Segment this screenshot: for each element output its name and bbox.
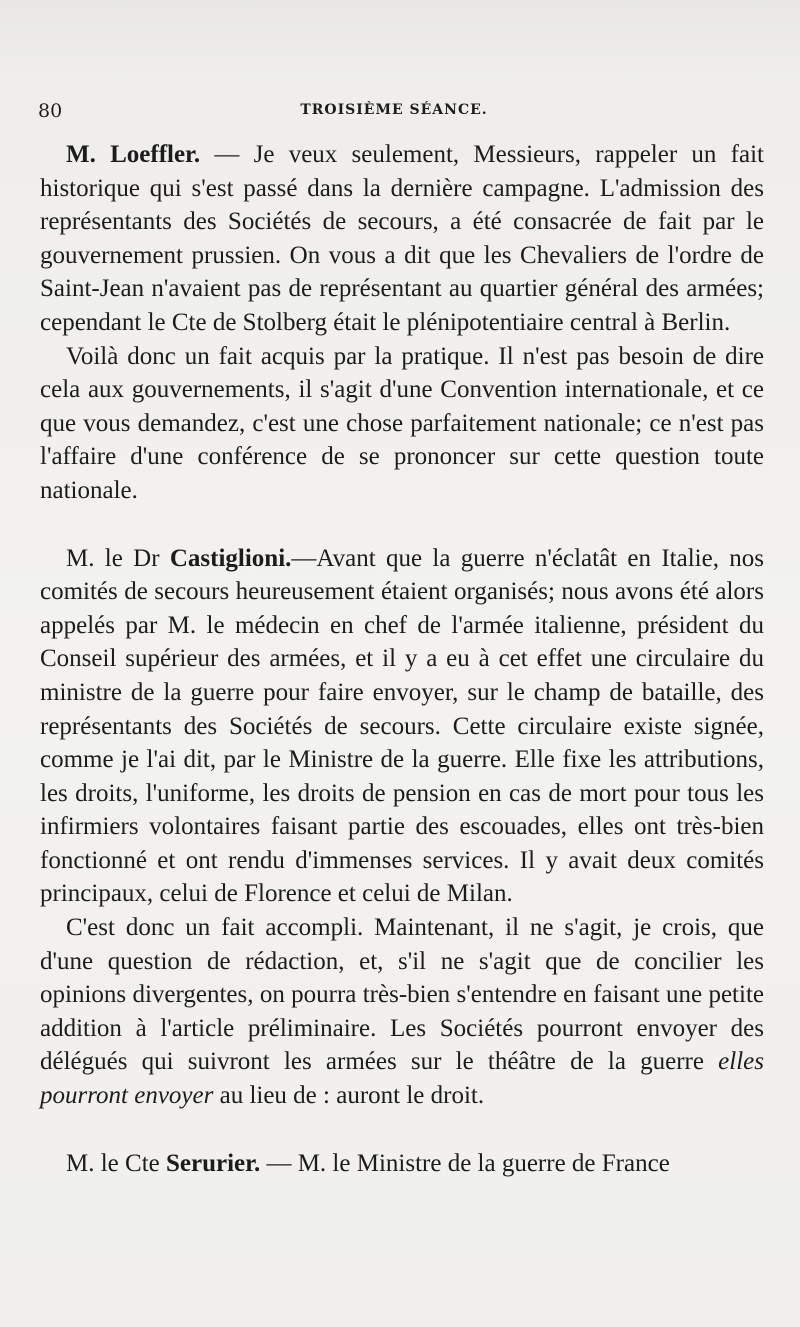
speaker-prefix: M. le Cte [66,1149,166,1177]
running-title: TROISIÈME SÉANCE. [300,102,488,118]
paragraph-text: Voilà donc un fait acquis par la pratique. Il n'est pas besoin de dire cela aux gouvernements, il s'agit d'une Convention internationale, et ce que vous demandez, c'est une chose parfaitement nationale; ce n'est pas l'affaire d'une conférence de se prononcer sur cette question toute nationale. [40,342,764,504]
paragraph-loeffler-continued [40,340,764,508]
page-body [40,138,764,1180]
paragraph-loeffler [40,138,764,340]
paragraph-text: — M. le Ministre de la guerre de France [260,1149,670,1177]
paragraph-text: C'est donc un fait accompli. Maintenant, il ne s'agit, je crois, que d'une question de rédaction, et, s'il ne s'agit que de concilier les opinions divergentes, on pourra très-bien s'entendre en faisant une petite addition à l'article préliminaire. Les Sociétés pourront envoyer des délégués qui suivront les armées sur le théâtre de la guerre [40,914,764,1076]
paragraph-text: — Je veux seulement, Messieurs, rappeler un fait historique qui s'est passé dans la dernière campagne. L'admission des représentants des Sociétés de secours, a été consacrée de fait par le gouvernement prussien. On vous a dit que les Chevaliers de l'ordre de Saint-Jean n'avaient pas de représentant au quartier général des armées; cependant le Cte de Stolberg était le plénipotentiaire central à Berlin. [40,141,764,336]
italic-phrase: elles pourront envoyer [40,1048,764,1110]
speaker-prefix: M. le Dr [66,544,170,572]
speaker-name: M. Loeffler. [66,141,201,168]
speaker-name: Castiglioni. [169,544,292,572]
page-number: 80 [38,100,63,122]
speaker-name: Serurier. [166,1149,261,1177]
paragraph-serurier [40,1147,764,1181]
paragraph-text: au lieu de : auront le droit. [213,1082,485,1110]
page-header [38,100,750,124]
paragraph-text: —Avant que la guerre n'éclatât en Italie, nos comités de secours heureusement étaient organisés; nous avons été alors appelés par M. le médecin en chef de l'armée italienne, président du Conseil supérieur des armées, et il y a eu à cet effet une circulaire du ministre de la guerre pour faire envoyer, sur le champ de bataille, des représentants des Sociétés de secours. Cette circulaire existe signée, comme je l'ai dit, par le Ministre de la guerre. Elle fixe les attributions, les droits, l'uniforme, les droits de pension en cas de mort pour tous les infirmiers volontaires faisant partie des escouades, elles ont très-bien fonctionné et ont rendu d'immenses services. Il y avait deux comités principaux, celui de Florence et celui de Milan. [40,544,764,908]
section-gap [40,1113,764,1147]
paragraph-castiglioni-continued [40,911,764,1113]
section-gap [40,508,764,542]
paragraph-castiglioni [40,542,764,912]
